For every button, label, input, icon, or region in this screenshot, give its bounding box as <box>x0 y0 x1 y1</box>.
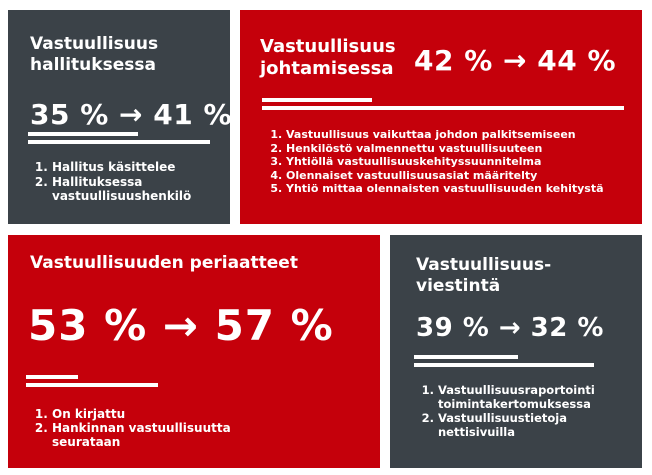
list-item: 2. Hankinnan vastuullisuutta seurataan <box>52 421 292 449</box>
divider-short <box>262 98 372 102</box>
panel-governance <box>8 10 230 224</box>
panel-communication <box>390 235 642 468</box>
panel-management-metric: 42 % → 44 % <box>414 44 616 77</box>
divider-long <box>414 363 594 367</box>
list-item: 1. Vastuullisuusraportointi toimintakertomuksessa <box>438 383 643 411</box>
list-item: 5. Yhtiö mittaa olennaisten vastuullisuuden kehitystä <box>286 182 646 196</box>
panel-governance-metric: 35 % → 41 % <box>30 98 232 131</box>
divider-long <box>28 140 210 144</box>
list-item: 2. Henkilöstö valmennettu vastuullisuuteen <box>286 142 646 156</box>
list-item: 3. Yhtiöllä vastuullisuuskehityssuunnitelma <box>286 155 646 169</box>
list-item: 1. Vastuullisuus vaikuttaa johdon palkitsemiseen <box>286 128 646 142</box>
list-item: 1. Hallitus käsittelee <box>52 160 237 175</box>
panel-communication-title: Vastuullisuus- viestintä <box>416 255 552 296</box>
panel-governance-title: Vastuullisuus hallituksessa <box>30 34 159 75</box>
panel-management <box>240 10 642 224</box>
panel-principles <box>8 235 380 468</box>
panel-communication-metric: 39 % → 32 % <box>416 313 604 343</box>
divider-long <box>262 106 624 110</box>
panel-communication-list <box>416 383 643 439</box>
panel-management-title: Vastuullisuus johtamisessa <box>260 36 396 79</box>
panel-principles-title: Vastuullisuuden periaatteet <box>30 253 298 273</box>
panel-principles-list <box>30 407 292 449</box>
panel-principles-metric: 53 % → 57 % <box>28 301 334 350</box>
panel-governance-list <box>30 160 237 204</box>
list-item: 4. Olennaiset vastuullisuusasiat määritelty <box>286 169 646 183</box>
list-item: 2. Hallituksessa vastuullisuushenkilö <box>52 175 237 204</box>
divider-short <box>26 375 78 379</box>
list-item: 1. On kirjattu <box>52 407 292 421</box>
divider-short <box>414 355 518 359</box>
list-item: 2. Vastuullisuustietoja nettisivuilla <box>438 411 643 439</box>
divider-long <box>26 383 158 387</box>
divider-short <box>28 132 138 136</box>
panel-management-list <box>264 128 646 196</box>
